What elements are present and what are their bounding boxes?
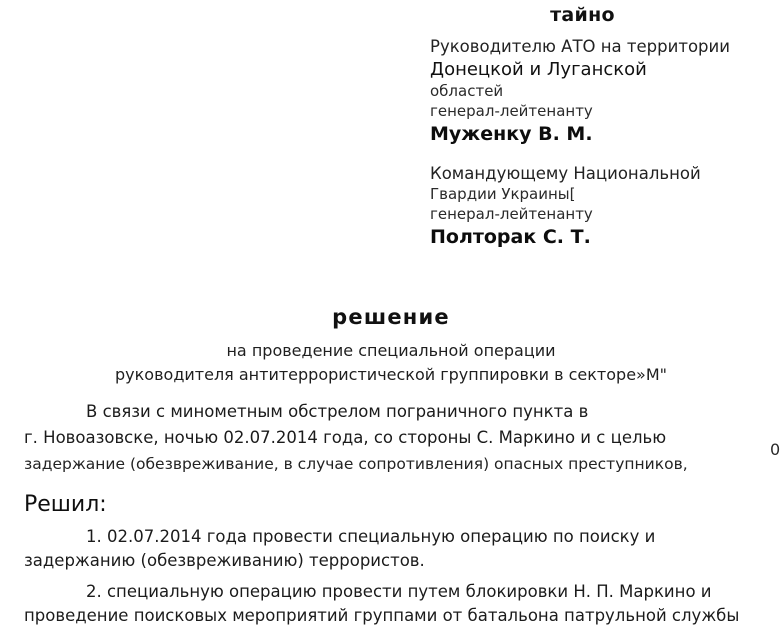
intro-paragraph-line-3: задержание (обезвреживание, в случае сопротивления) опасных преступников,: [24, 454, 688, 473]
addressee-name: Муженку В. М.: [430, 122, 593, 145]
addressee-line: Командующему Национальной: [430, 164, 701, 184]
subtitle-line-2: руководителя антитеррористической группировки в секторе»М": [115, 365, 667, 384]
list-item: задержанию (обезвреживанию) террористов.: [24, 551, 425, 571]
addressee-line: областей: [430, 81, 504, 100]
addressee-line: Гвардии Украины[: [430, 184, 576, 203]
addressee-line: Руководителю АТО на территории: [430, 37, 730, 56]
addressee-name: Полторак С. Т.: [430, 225, 591, 248]
addressee-line: Донецкой и Луганской: [430, 58, 647, 80]
intro-paragraph-line-1: В связи с минометным обстрелом пограничного пункта в: [86, 402, 589, 421]
list-item: 2. специальную операцию провести путем блокировки Н. П. Маркино и: [86, 581, 712, 601]
title-block: [0, 305, 782, 387]
resolution-heading: Решил:: [24, 491, 107, 517]
addressee-rank: генерал-лейтенанту: [430, 101, 593, 120]
subtitle-line-1: на проведение специальной операции: [226, 341, 556, 360]
intro-paragraph-line-2: г. Новоазовске, ночью 02.07.2014 года, со стороны С. Маркино и с целью: [24, 428, 667, 448]
addressee-rank: генерал-лейтенанту: [430, 204, 593, 223]
addressee-separator: [430, 147, 775, 163]
list-item: 1. 02.07.2014 года провести специальную операцию по поиску и: [86, 526, 656, 546]
page-title: решение: [332, 305, 450, 329]
secrecy-label: тайно: [550, 4, 615, 26]
edge-artifact-character: 0: [770, 440, 781, 459]
document-body: [24, 400, 772, 628]
list-item: проведение поисковых мероприятий группами от батальона патрульной службы: [24, 605, 740, 625]
addressee-block: [430, 4, 775, 250]
